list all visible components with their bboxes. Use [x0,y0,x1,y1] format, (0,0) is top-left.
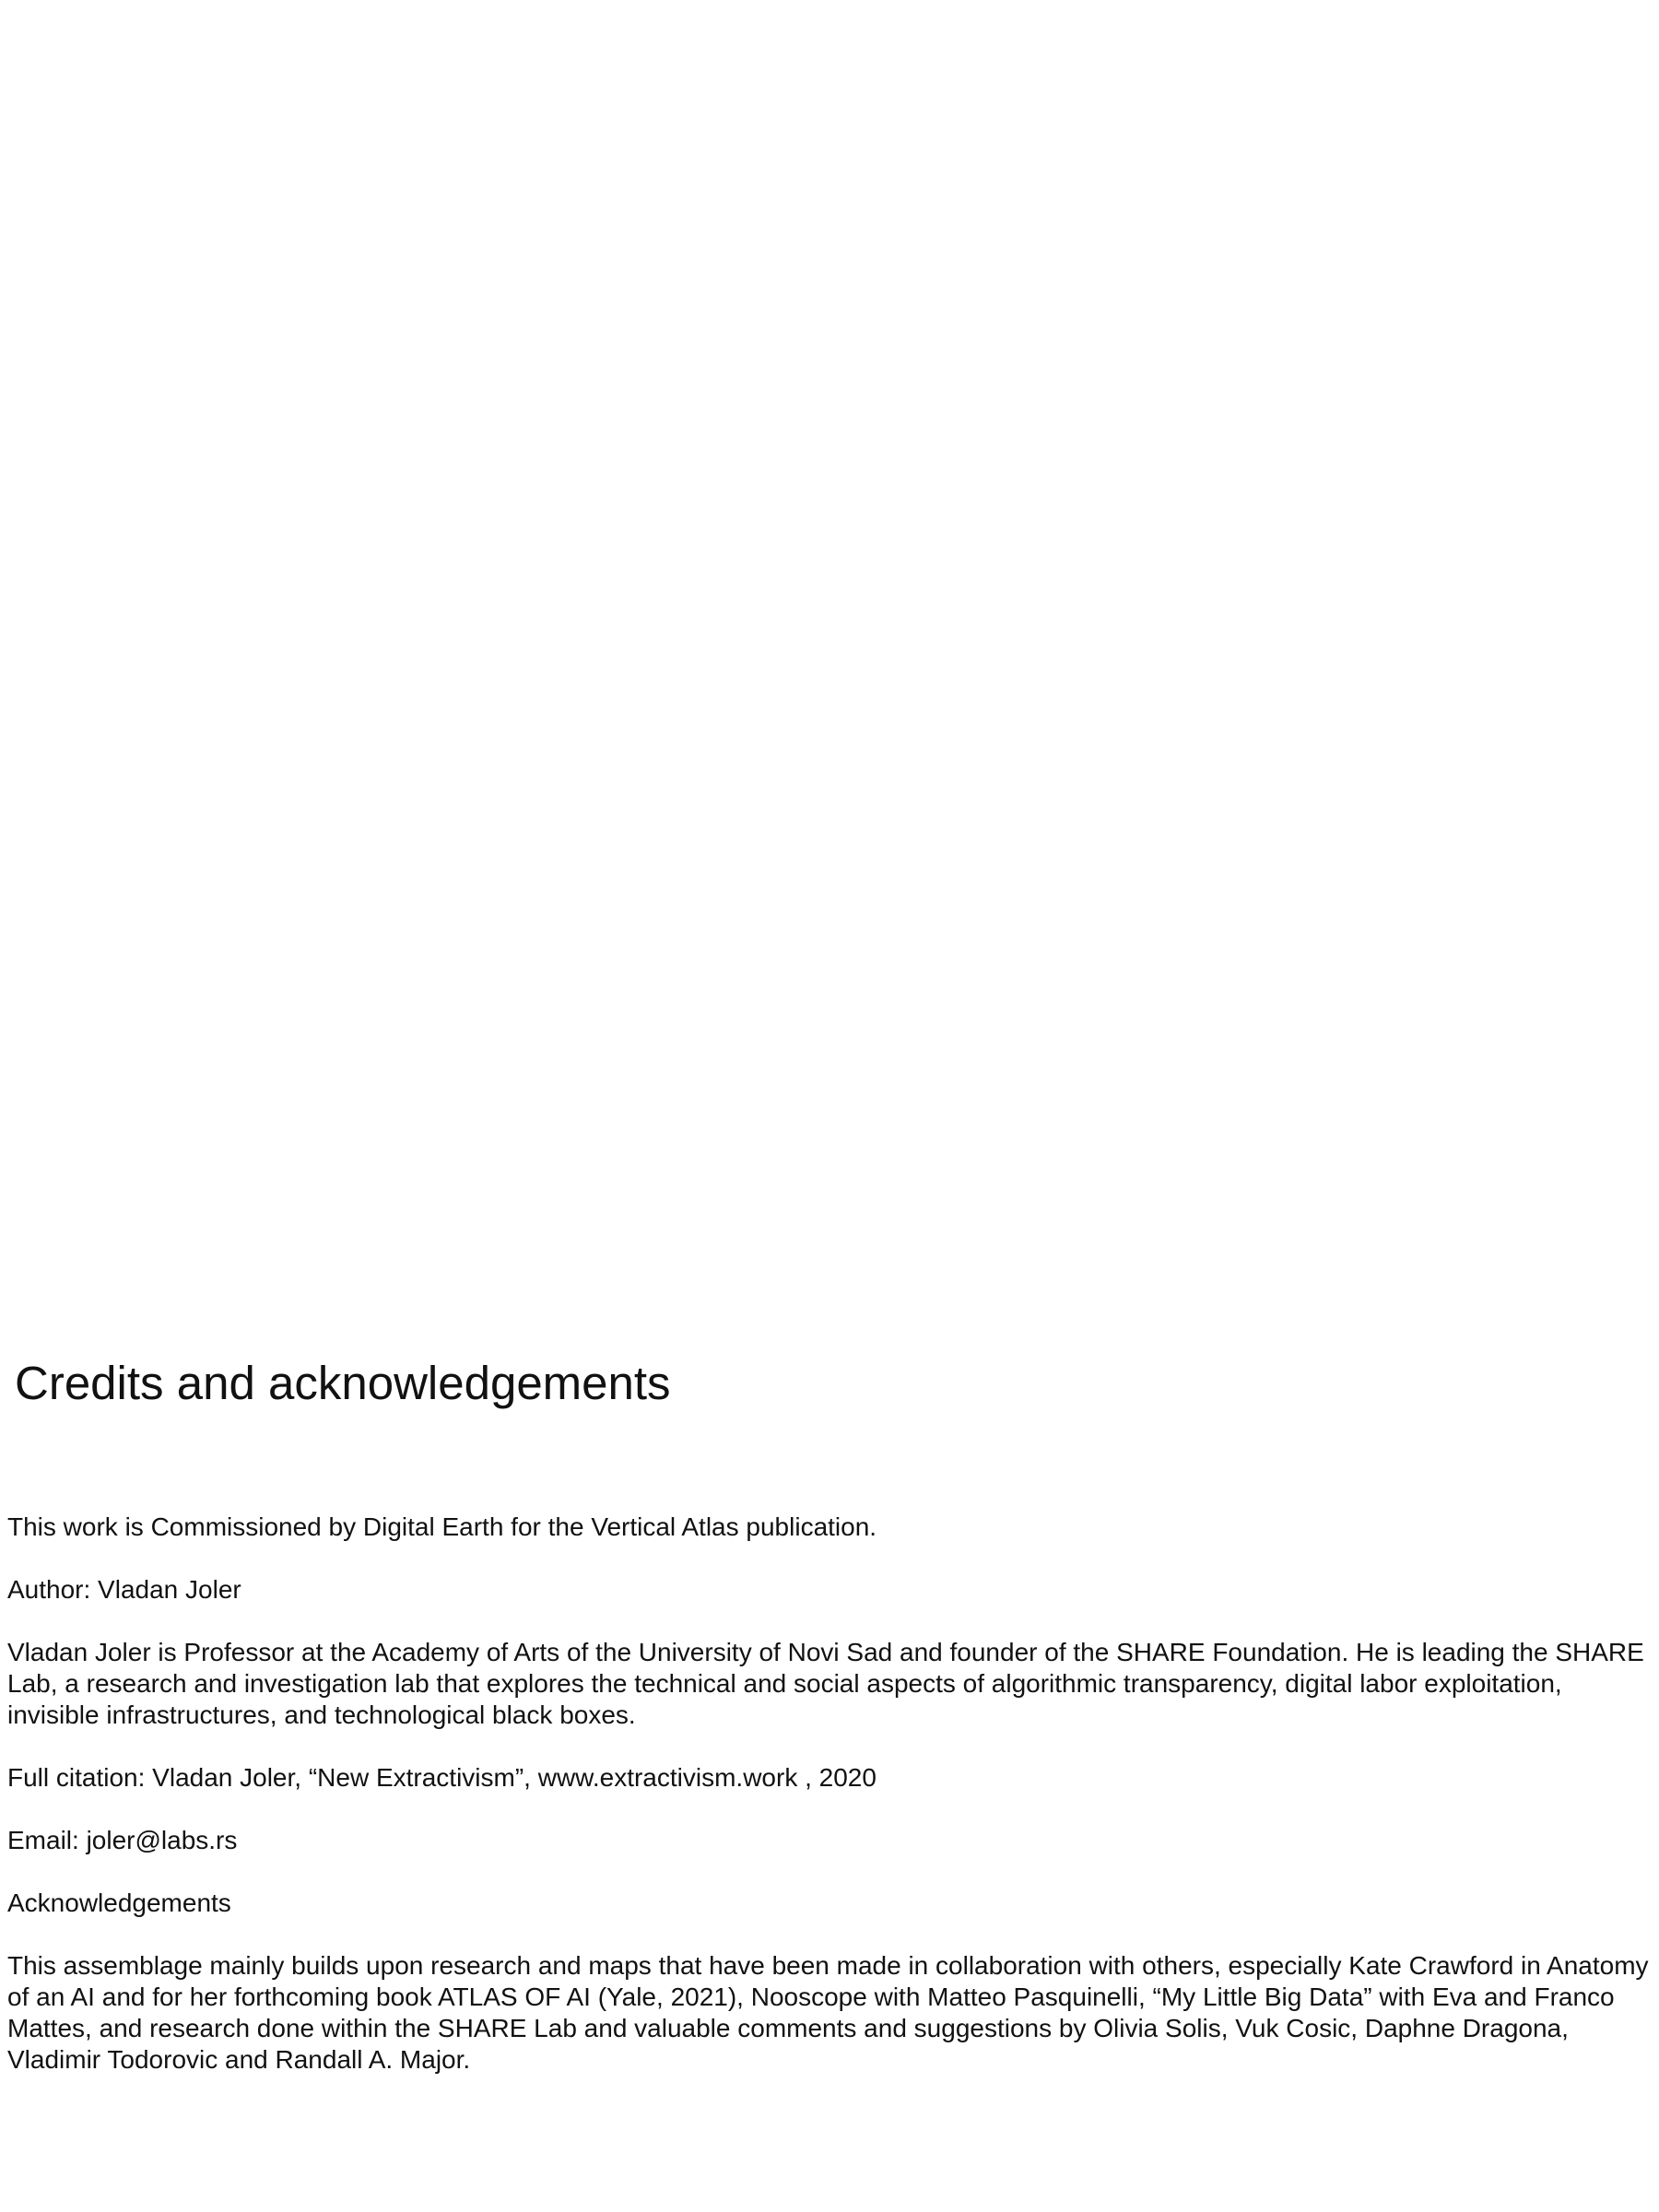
page-title: Credits and acknowledgements [15,1357,671,1409]
commission-paragraph: This work is Commissioned by Digital Earth for the Vertical Atlas publication. [7,1512,877,1541]
author-paragraph: Author: Vladan Joler [7,1575,241,1604]
email-paragraph: Email: joler@labs.rs [7,1826,238,1854]
credits-body [7,1512,1657,2107]
acknowledgements-heading: Acknowledgements [7,1888,231,1917]
citation-paragraph: Full citation: Vladan Joler, “New Extractivism”, www.extractivism.work , 2020 [7,1763,877,1792]
author-bio-paragraph: Vladan Joler is Professor at the Academy of Arts of the University of Novi Sad and founder of the SHARE Foundation. He is leading the SHARE Lab, a research and investigation lab that explores the technical and social aspects of algorithmic transparency, digital labor exploitation, invisible infrastructures, and technological black boxes. [7,1638,1644,1729]
acknowledgements-paragraph: This assemblage mainly builds upon research and maps that have been made in collaboration with others, especially Kate Crawford in Anatomy of an AI and for her forthcoming book ATLAS OF AI (Yale, 2021), Nooscope with Matteo Pasquinelli, “My Little Big Data” with Eva and Franco Mattes, and research done within the SHARE Lab and valuable comments and suggestions by Olivia Solis, Vuk Cosic, Daphne Dragona, Vladimir Todorovic and Randall A. Major. [7,1951,1649,2074]
